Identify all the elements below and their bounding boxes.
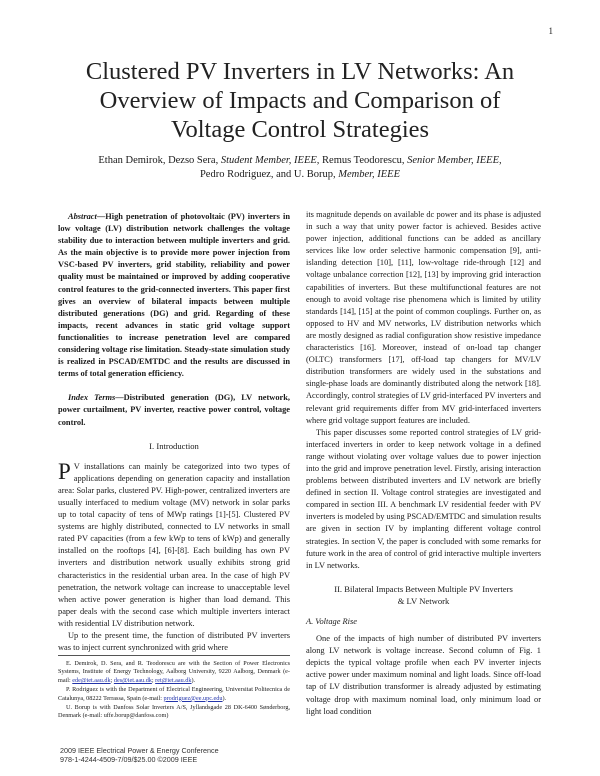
abstract-text: —High penetration of photovoltaic (PV) inverters in low voltage (LV) distribution network challenges the voltage stability due to interaction between multiple inverters and grid. As the main objective is to provide more power injection from VSC-based PV inverters, grid stability, reliability and power quality must be maintained or improved by adding cooperative control features to the grid-connected inverters. This paper first gives an overview of bilateral impacts between multiple distributed generations (DG) and grid. Regarding of these impacts, recent advances in static grid voltage support functionalities to increase penetration level are compared considering voltage rise limitation. Steady-state simulation study is realized in PSCAD/EMTDC and the results are discussed in terms of total generation efficiency. xyxy=(58,212,290,379)
abstract xyxy=(58,211,290,380)
email-link-2[interactable]: des@iet.aau.dk xyxy=(113,676,152,684)
conference-info xyxy=(60,746,219,764)
author-name-2: Remus Teodorescu, xyxy=(322,155,405,166)
intro-paragraph-1 xyxy=(58,458,290,630)
footnote-1-text: E. Demirok, D. Sera, and R. Teodorescu are with the Section of Power Electronics Systems, Institute of Energy Technology, Aalborg University, 9220 Aalborg, Denmark (e-mail: xyxy=(58,660,290,684)
conference-name: 2009 IEEE Electrical Power & Energy Conference xyxy=(60,746,219,755)
left-column xyxy=(58,211,290,654)
footnote-1-end: ). xyxy=(191,676,196,684)
paper-title: Clustered PV Inverters in LV Networks: An Overview of Impacts and Comparison of Voltage Control Strategies xyxy=(85,58,515,143)
index-terms xyxy=(58,392,290,428)
footnote-rule xyxy=(58,655,290,656)
footnote-3: U. Borup is with Danfoss Solar Inverters A/S, Jyllandsgade 28 DK-6400 Sønderborg, Denmark (e-mail: uffe.borup@danfoss.com) xyxy=(58,704,290,720)
footnote-2-end: ). xyxy=(222,694,227,702)
footnotes xyxy=(58,660,290,722)
author-role-3: Member, IEEE xyxy=(338,169,401,180)
footnote-2-text: P. Rodriguez is with the Department of Electrical Engineering, Universitat Politecnica de Catalunya, 08222 Terrassa, Spain (e-mail: xyxy=(58,686,290,702)
intro-paragraph-3: This paper discusses some reported control strategies of LV grid-interfaced inverters in order to keep network voltage in a defined range without violating over voltage values due to power injection into the grid and improve penetration level. Firstly, arising interaction problems between distributed inverters and LV network are briefly defined in section II. Voltage control strategies are investigated and compared in section III. A benchmark LV residential feeder with PV inverters is modeled by using PSCAD/EMTDC and simulation results are given in section IV by implanting different voltage control strategies. In section V, the paper is concluded with some remarks for future work in the area of control of grid interactive multiple inverters in LV networks. xyxy=(306,427,541,570)
section-2-heading-line-2: & LV Network xyxy=(397,595,450,606)
author-line-1 xyxy=(60,154,540,168)
author-line-2 xyxy=(60,168,540,182)
subsection-voltage-rise: A. Voltage Rise xyxy=(306,617,357,626)
footnote-1-sep2: ; xyxy=(151,676,154,684)
section-2-heading-line-1: II. Bilateral Impacts Between Multiple PV Inverters xyxy=(334,583,513,594)
footnote-1 xyxy=(58,660,290,685)
abstract-label: Abstract xyxy=(68,212,97,221)
footnote-2 xyxy=(58,686,290,703)
intro-paragraph-2-start: Up to the present time, the function of distributed PV inverters was to inject current synchronized with grid where xyxy=(58,631,290,653)
drop-cap: P xyxy=(58,458,71,484)
right-column xyxy=(306,209,541,718)
intro-paragraph-2-cont: its magnitude depends on available dc power and its phase is adjusted in such a way that unity power factor is achieved. Besides active power injection, additional functions can be added as ancillary services like low order selective harmonic compensation [9], anti-islanding detection [10], [11], low-voltage ride-through [12] and voltage unbalance correction [12], [13] by improving grid interaction capabilities of inverters. But these multifunctional features are not enough to avoid voltage rise phenomena which is limited by utility standards [14], [15] at the point of common couplings. Further on, as opposed to HV and MV networks, LV distribution networks which are mostly designed as radial configuration show resistive impedance characteristics [16]. Moreover, instead of on-load tap changer (OLTC) transformers [17], off-load tap changers for MV/LV distribution transformers are widely used in the substations and single-phase loads are dominantly distributed along the network [18]. Accordingly, control strategies of LV grid-interfaced PV inverters and relevant grid requirements differ from MV grid-interfaced inverters where grid voltage support features are included. xyxy=(306,210,541,425)
voltage-rise-paragraph: One of the impacts of high number of distributed PV inverters along LV network is voltage increase. Second column of Fig. 1 depicts the typical voltage profile when each PV inverter injects active power under maximum nominal and light loads. Since off-load tap of LV distribution transformer is already adjusted by estimating voltage drop with maximum nominal load, only minimum load or light load condition xyxy=(306,634,541,716)
email-link-1[interactable]: ede@iet.aau.dk xyxy=(72,676,111,684)
conference-isbn: 978-1-4244-4509-7/09/$25.00 ©2009 IEEE xyxy=(60,755,198,764)
email-link-3[interactable]: ret@iet.aau.dk xyxy=(155,676,192,684)
page-number: 1 xyxy=(548,26,553,36)
author-role-1: Student Member, IEEE, xyxy=(220,155,320,166)
author-names-1: Ethan Demirok, Dezso Sera, xyxy=(98,155,219,166)
author-names-2: Pedro Rodriguez, and U. Borup, xyxy=(199,169,336,180)
email-link-4[interactable]: prodriguez@ee.upc.edu xyxy=(163,694,223,702)
section-2-heading xyxy=(306,583,541,607)
author-role-2: Senior Member, IEEE, xyxy=(407,155,502,166)
index-terms-label: Index Terms xyxy=(68,393,116,403)
section-1-heading: I. Introduction xyxy=(149,440,199,451)
intro-paragraph-1-text: V installations can mainly be categorized into two types of applications depending on generation capacity and installation area: Solar parks, clustered PV. High-power, centralized inverters are usually interfaced to medium voltage (MV) network in solar parks up to total capacity of tens of MWp ratings [1]-[5]. Clustered PV systems are highly distributed, connected to LV networks in small rated PV capacities (from a few kWp to tens of kWp) and generally installed on the rooftops [4], [6]-[8]. Each building has own PV inverters and distribution network usually exhibits strong grid characteristics in the residential urban area. In the case of high PV penetration, the network voltage can increase to unacceptable level when active power generation is higher than load demand. This paper deals with the second case which multiple inverters interact with residential LV distribution network. xyxy=(58,461,290,628)
author-block xyxy=(60,154,540,182)
index-terms-text: —Distributed generation (DG), LV network, power curtailment, PV inverter, reactive power control, voltage control. xyxy=(58,393,290,427)
footnote-1-sep1: ; xyxy=(110,676,113,684)
